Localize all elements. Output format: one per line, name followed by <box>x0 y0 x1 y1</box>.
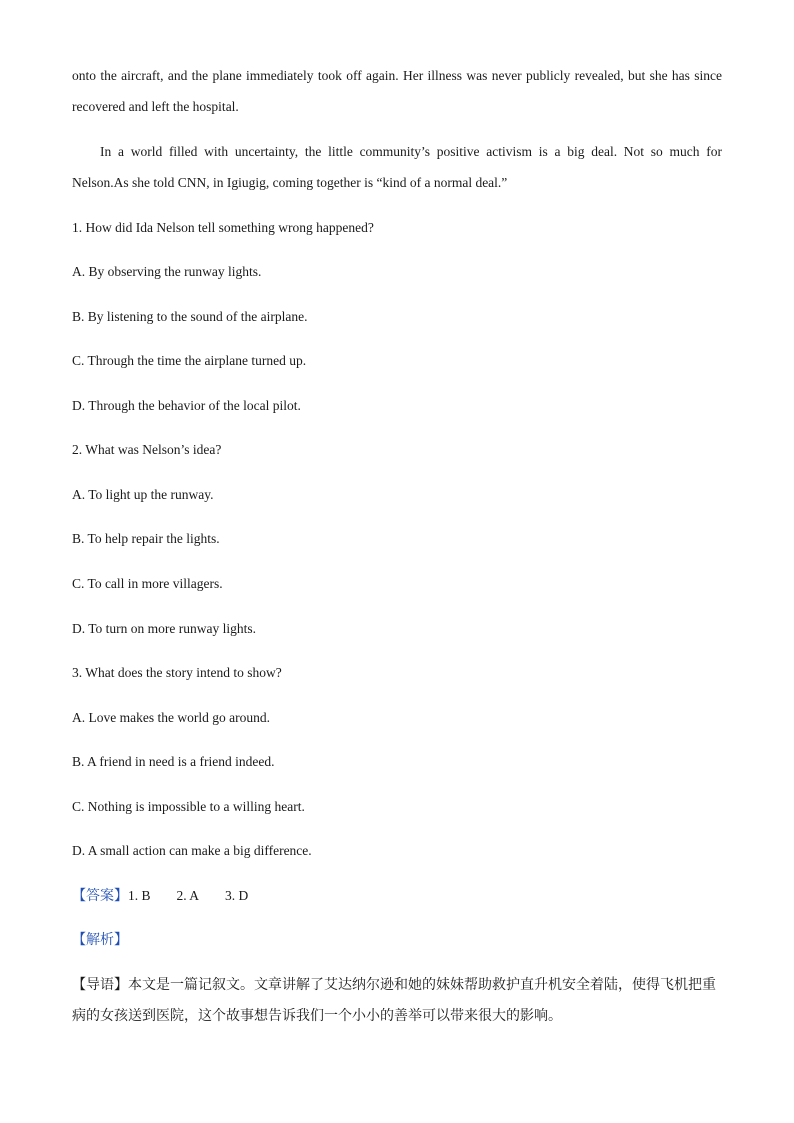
analysis-tag: 【解析】 <box>72 932 128 948</box>
guide-tag: 【导语】 <box>72 977 128 993</box>
passage-p2-line1: In a world filled with uncertainty, the little community’s positive activism is a big deal. Not so much for <box>100 144 722 159</box>
question-2-option-b: B. To help repair the lights. <box>72 531 220 546</box>
answer-line <box>72 887 248 905</box>
passage-p2-line2: Nelson.As she told CNN, in Igiugig, coming together is “kind of a normal deal.” <box>72 175 508 190</box>
question-1-option-a: A. By observing the runway lights. <box>72 264 262 279</box>
question-1-option-d: D. Through the behavior of the local pilot. <box>72 398 301 413</box>
guide-line1 <box>72 976 716 994</box>
passage-p1-line1: onto the aircraft, and the plane immediately took off again. Her illness was never publicly revealed, but she has since <box>72 68 722 83</box>
question-1-option-c: C. Through the time the airplane turned up. <box>72 353 307 368</box>
answer-item-1: 1. B <box>128 888 151 903</box>
question-2-stem: 2. What was Nelson’s idea? <box>72 442 222 457</box>
question-3-option-b: B. A friend in need is a friend indeed. <box>72 754 275 769</box>
guide-text-line1: 本文是一篇记叙文。文章讲解了艾达纳尔逊和她的妹妹帮助救护直升机安全着陆，使得飞机把重 <box>128 977 716 993</box>
answer-tag: 【答案】 <box>72 888 128 904</box>
answer-item-3: 3. D <box>225 888 249 903</box>
question-2-option-a: A. To light up the runway. <box>72 487 214 502</box>
question-3-option-c: C. Nothing is impossible to a willing heart. <box>72 799 305 814</box>
answer-item-2: 2. A <box>176 888 200 903</box>
passage-p1-line2: recovered and left the hospital. <box>72 99 239 114</box>
question-3-stem: 3. What does the story intend to show? <box>72 665 282 680</box>
question-2-option-d: D. To turn on more runway lights. <box>72 621 257 636</box>
question-3-option-d: D. A small action can make a big difference. <box>72 843 312 858</box>
question-1-stem: 1. How did Ida Nelson tell something wrong happened? <box>72 220 374 235</box>
question-2-option-c: C. To call in more villagers. <box>72 576 223 591</box>
guide-line2: 病的女孩送到医院，这个故事想告诉我们一个小小的善举可以带来很大的影响。 <box>72 1008 562 1024</box>
question-3-option-a: A. Love makes the world go around. <box>72 710 270 725</box>
question-1-option-b: B. By listening to the sound of the airplane. <box>72 309 308 324</box>
